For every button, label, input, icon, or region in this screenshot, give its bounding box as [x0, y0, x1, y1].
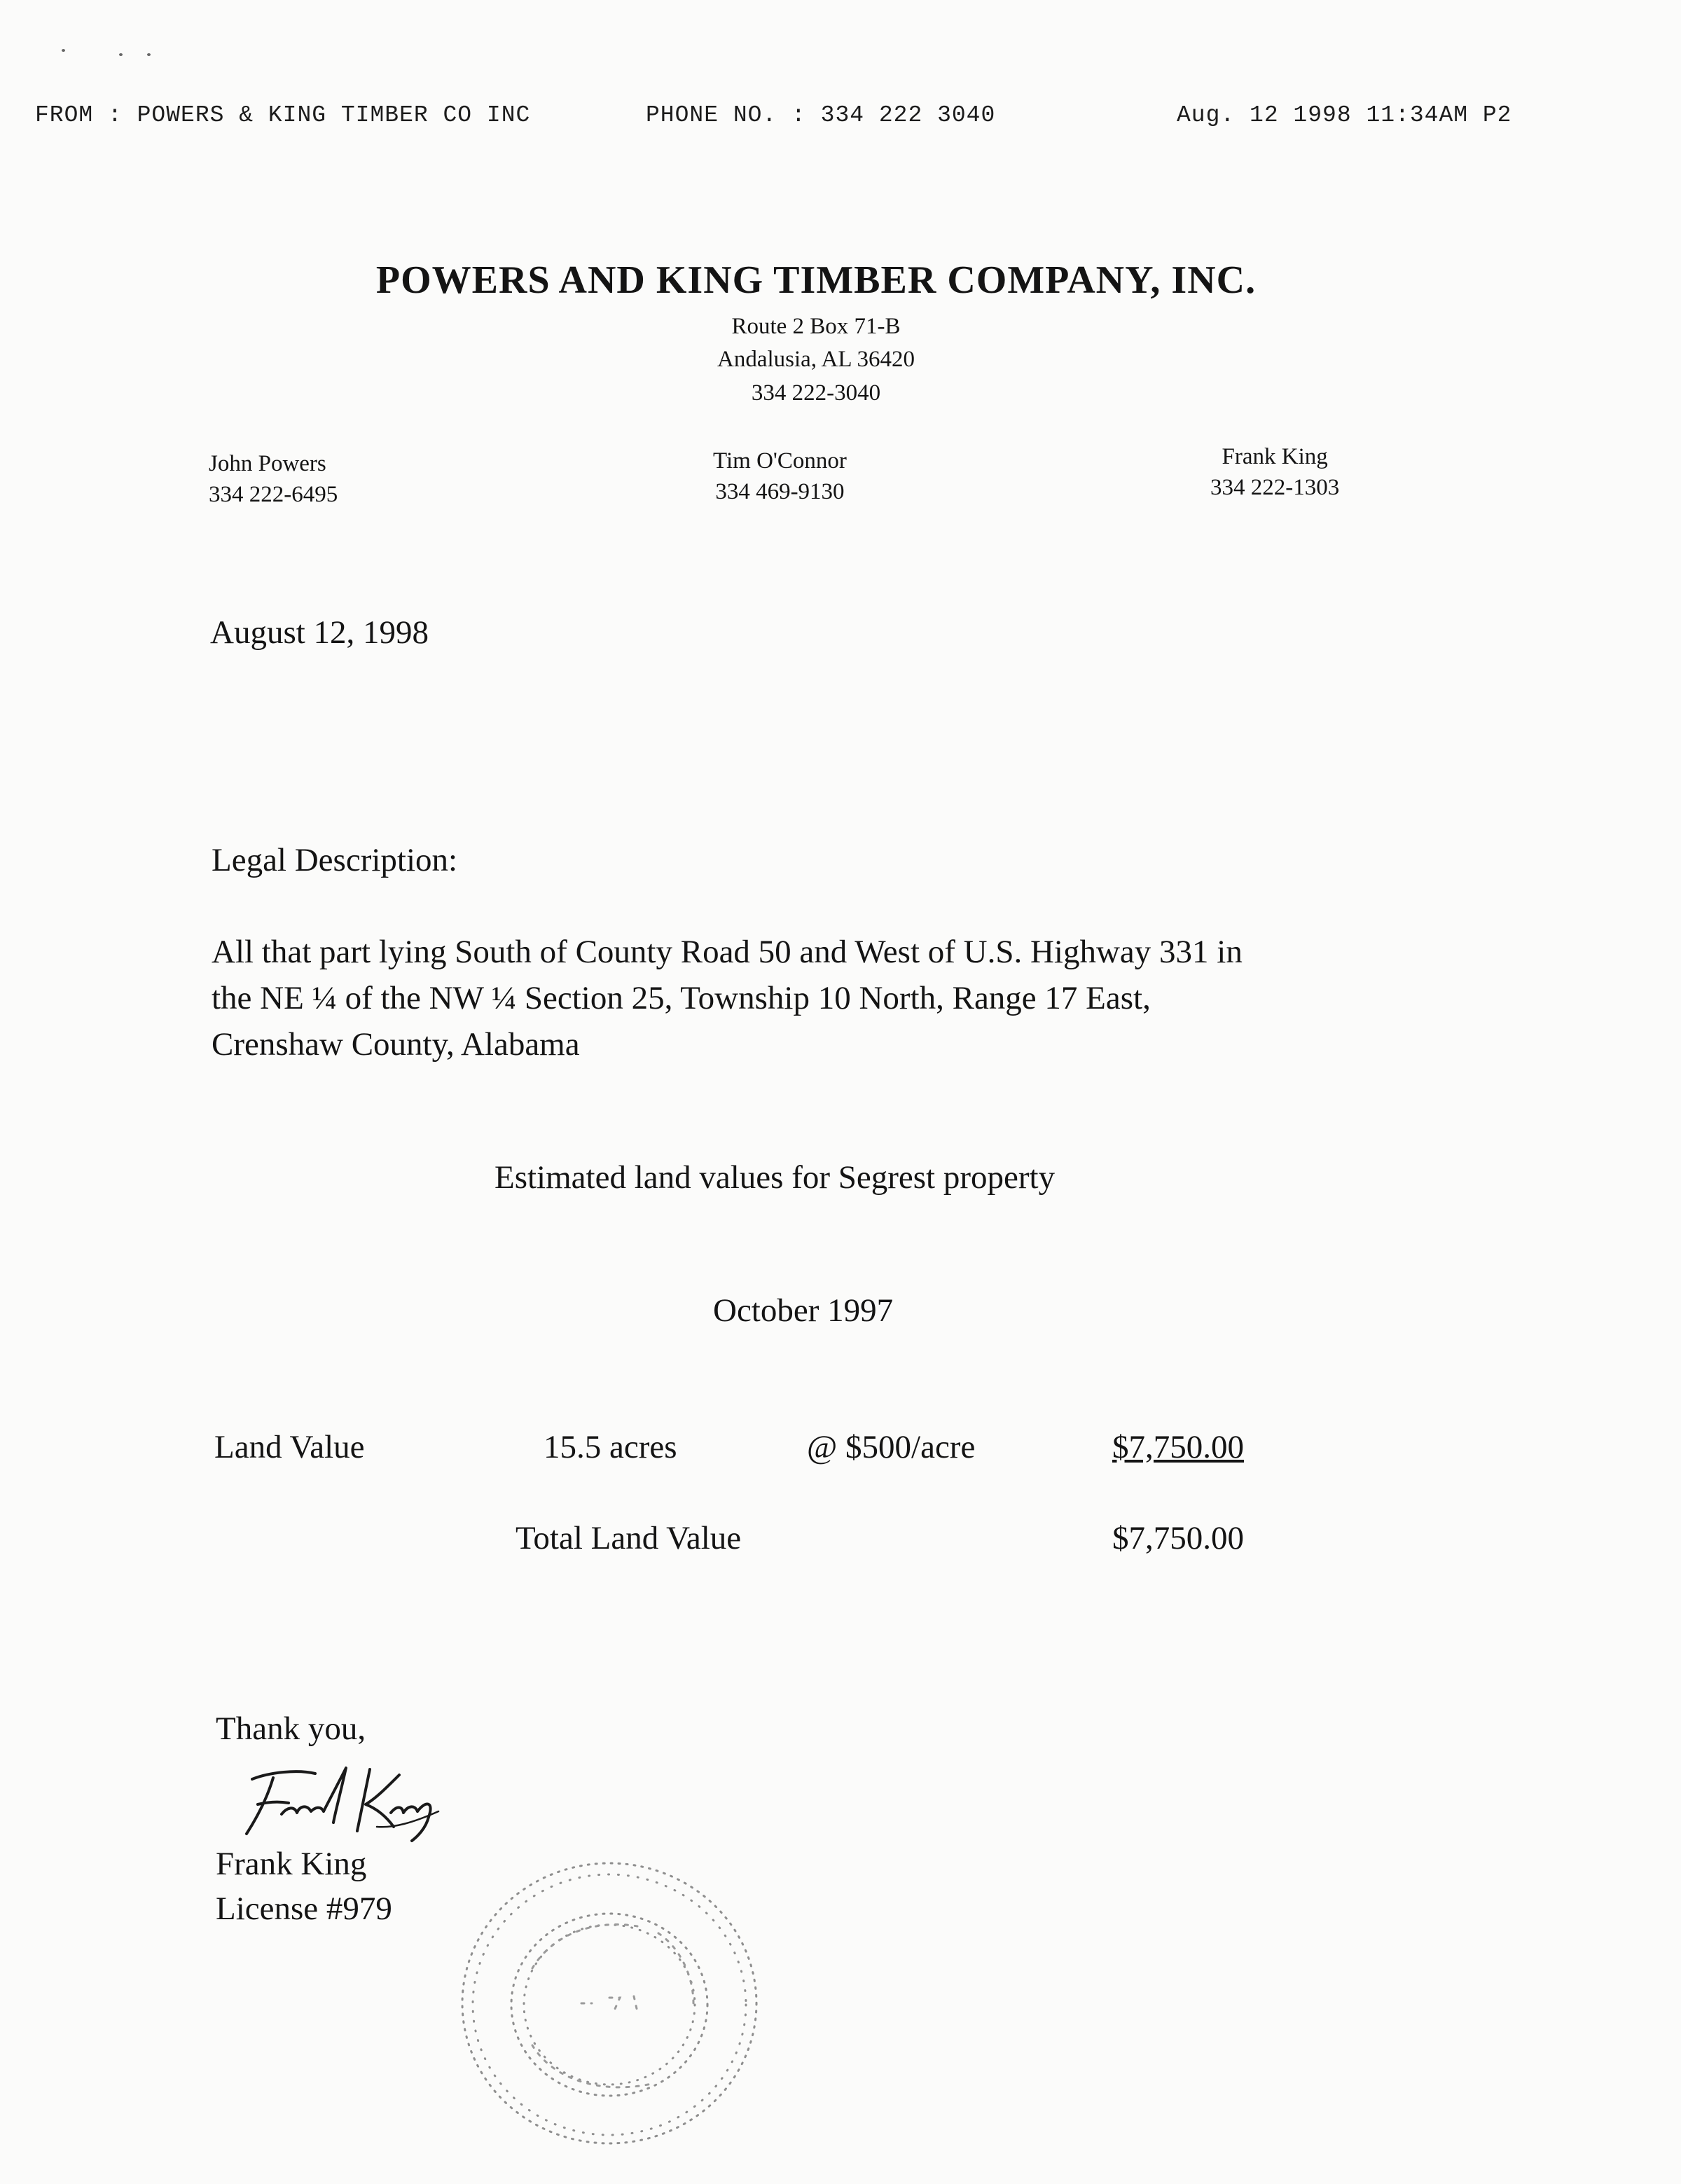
legal-line-3: Crenshaw County, Alabama	[212, 1026, 580, 1063]
signer-name: Frank King	[216, 1846, 367, 1882]
contact-name: Frank King	[1222, 444, 1328, 469]
contact-john-powers	[209, 448, 338, 510]
land-value-label: Land Value	[214, 1429, 365, 1465]
contact-tim-oconnor	[713, 445, 847, 507]
closing-thanks: Thank you,	[216, 1710, 366, 1747]
contact-frank-king	[1210, 441, 1339, 503]
fax-phone: PHONE NO. : 334 222 3040	[646, 102, 996, 128]
letter-date: August 12, 1998	[210, 614, 429, 651]
land-value-amount: $7,750.00	[1112, 1429, 1244, 1465]
total-land-value-amount: $7,750.00	[1112, 1520, 1244, 1556]
contact-phone: 334 222-1303	[1210, 475, 1340, 500]
company-phone: 334 222-3040	[751, 380, 881, 406]
contact-name: Tim O'Connor	[713, 448, 847, 474]
address-line2: Andalusia, AL 36420	[717, 347, 915, 372]
contact-name: John Powers	[209, 451, 326, 476]
fax-from: FROM : POWERS & KING TIMBER CO INC	[35, 102, 531, 128]
land-value-rate: @ $500/acre	[807, 1429, 976, 1465]
address-line1: Route 2 Box 71-B	[731, 314, 901, 339]
contact-phone: 334 469-9130	[715, 479, 845, 504]
legal-line-2: the NE ¼ of the NW ¼ Section 25, Township 10 North, Range 17 East,	[212, 980, 1151, 1016]
land-value-acres: 15.5 acres	[544, 1429, 677, 1465]
contact-phone: 334 222-6495	[209, 482, 338, 507]
estimate-period: October 1997	[713, 1292, 894, 1329]
company-name: POWERS AND KING TIMBER COMPANY, INC.	[375, 258, 1257, 302]
legal-description	[212, 929, 1243, 1067]
embossed-seal	[448, 1849, 770, 2157]
fax-datetime: Aug. 12 1998 11:34AM P2	[1177, 102, 1512, 128]
total-land-value-label: Total Land Value	[516, 1520, 742, 1556]
signer-license: License #979	[216, 1891, 392, 1927]
legal-heading: Legal Description:	[212, 842, 458, 878]
estimate-heading: Estimated land values for Segrest property	[494, 1159, 1056, 1196]
signature-image	[203, 1744, 455, 1849]
legal-line-1: All that part lying South of County Road 50 and West of U.S. Highway 331 in	[212, 934, 1243, 970]
